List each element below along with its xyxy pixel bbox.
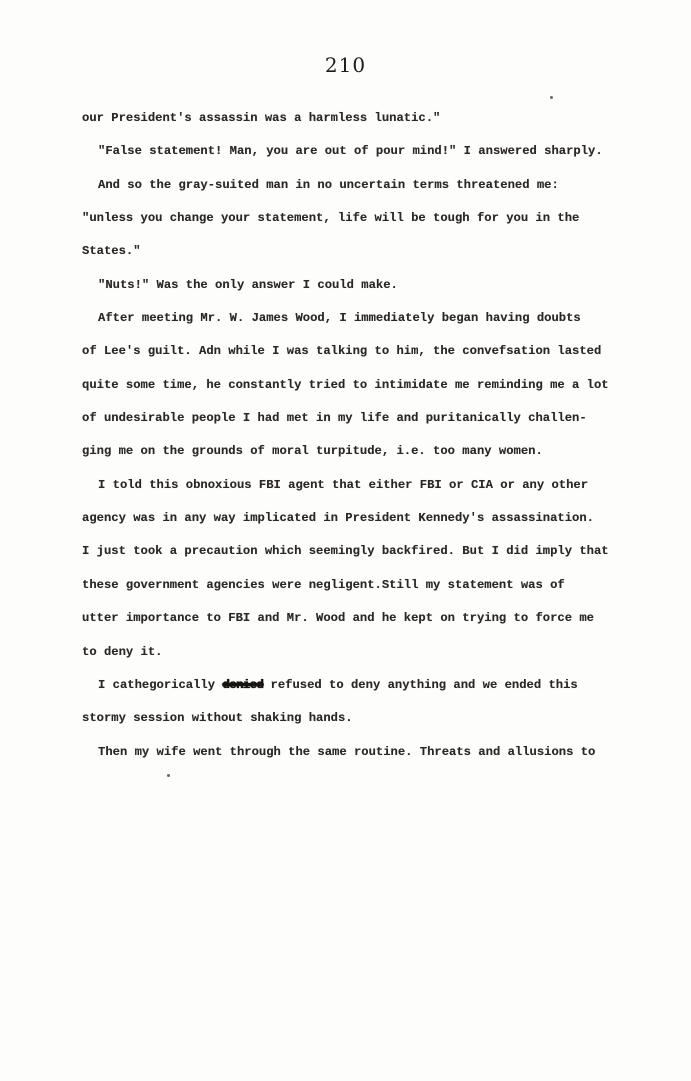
text-line: these government agencies were negligent.Still my statement was of [82,577,565,592]
page-number: 210 [324,53,367,77]
struck-out-word: denied [222,677,264,692]
text-line: of Lee's guilt. Adn while I was talking to him, the convefsation lasted [82,344,602,359]
ink-speck [550,96,553,99]
text-line: our President's assassin was a harmless lunatic." [82,111,441,125]
text-line: "Nuts!" Was the only answer I could make. [98,277,398,292]
text-line: to deny it. [82,644,163,659]
text-line: quite some time, he constantly tried to intimidate me reminding me a lot [82,377,609,392]
text-line: "unless you change your statement, life will be tough for you in the [82,211,580,226]
text-line: ging me on the grounds of moral turpitude, i.e. too many women. [82,444,543,459]
ink-speck [167,774,170,777]
text-line: Then my wife went through the same routine. Threats and allusions to [98,744,596,759]
text-line: I just took a precaution which seemingly backfired. But I did imply that [82,544,609,559]
text-line: I told this obnoxious FBI agent that either FBI or CIA or any other [98,477,589,492]
text-segment: refused to deny anything and we ended this [263,677,578,692]
text-line: After meeting Mr. W. James Wood, I immediately began having doubts [98,311,581,326]
text-line: stormy session without shaking hands. [82,711,353,726]
text-line: of undesirable people I had met in my life and puritanically challen- [82,411,587,426]
text-line-with-strikeout [82,669,642,702]
text-line: States." [82,244,141,259]
text-line: utter importance to FBI and Mr. Wood and he kept on trying to force me [82,611,594,626]
text-segment: I cathegorically [98,677,223,692]
text-line: "False statement! Man, you are out of pour mind!" I answered sharply. [98,144,603,159]
text-line: agency was in any way implicated in President Kennedy's assassination. [82,511,594,526]
typewritten-text-block [82,102,642,769]
text-line: And so the gray-suited man in no uncertain terms threatened me: [98,177,559,192]
